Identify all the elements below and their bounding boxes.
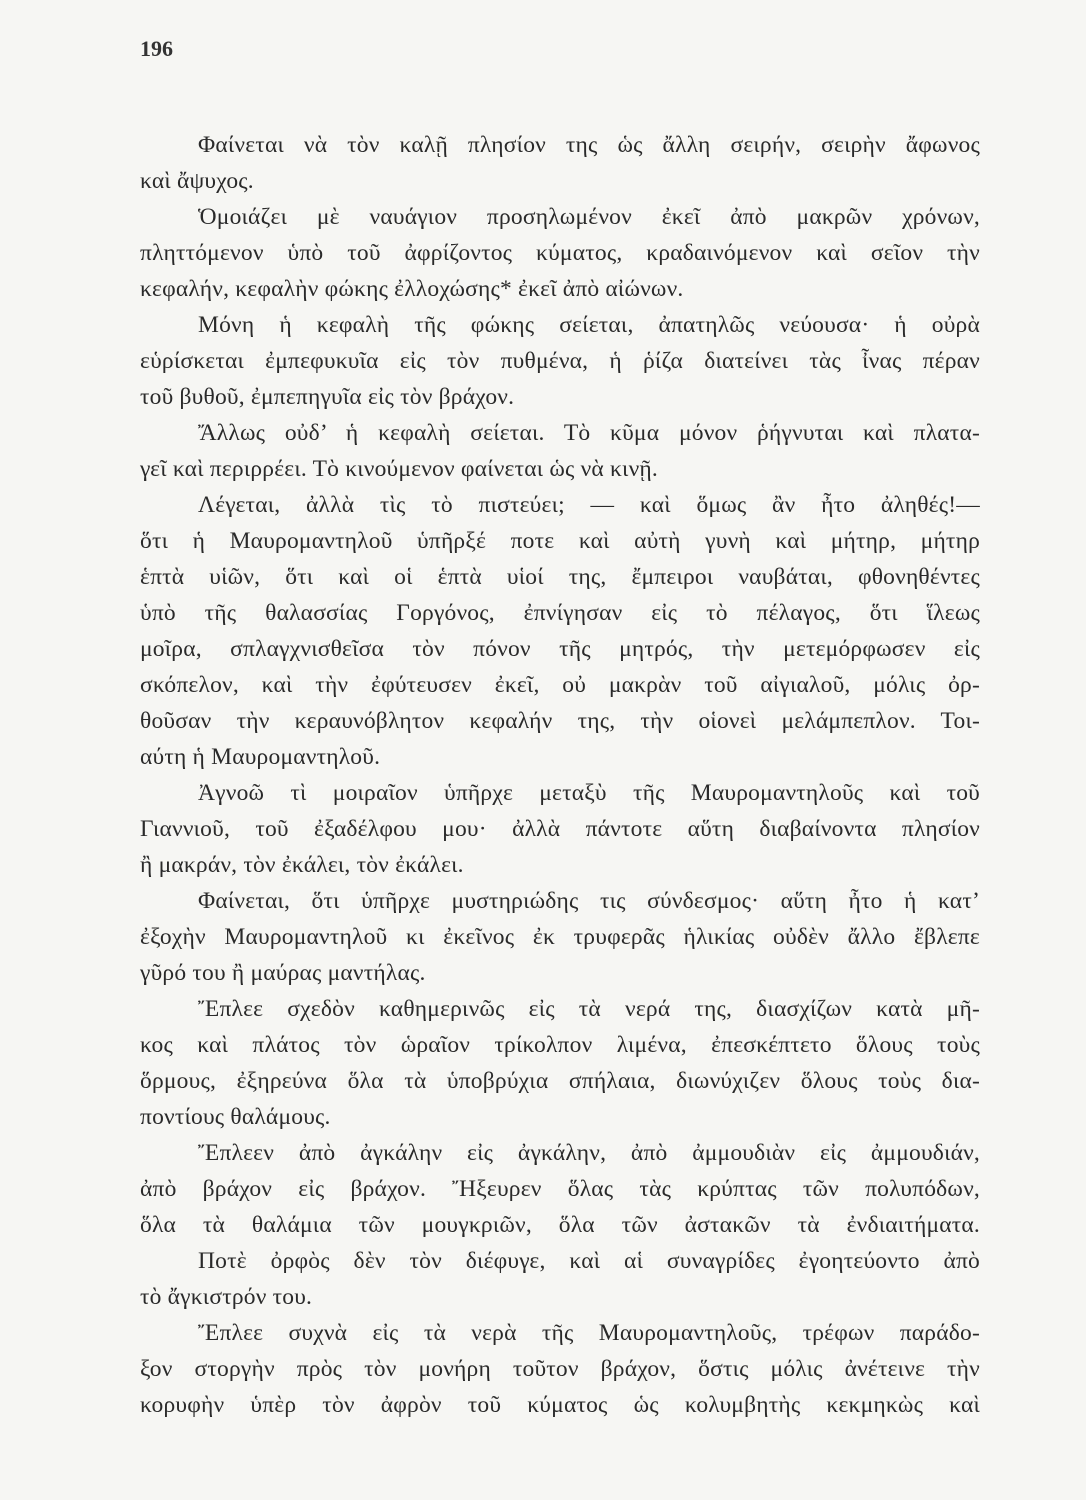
text-line: Ποτὲ ὀρφὸς δὲν τὸν διέφυγε, καὶ αἱ συναγρίδες ἐγοητεύοντο ἀπὸ (198, 1248, 980, 1274)
page-number: 196 (140, 36, 173, 61)
body-text (140, 127, 980, 1423)
text-line: Λέγεται, ἀλλὰ τὶς τὸ πιστεύει; — καὶ ὅμως ἂν ἦτο ἀληθές!— (198, 492, 980, 518)
text-line: μοῖρα, σπλαγχνισθεῖσα τὸν πόνον τῆς μητρός, τὴν μετεμόρφωσεν εἰς (140, 636, 980, 662)
text-line: ἐξοχὴν Μαυρομαντηλοῦ κι ἐκεῖνος ἐκ τρυφερᾶς ἡλικίας οὐδὲν ἄλλο ἔβλεπε (140, 924, 980, 950)
text-line: ὅλα τὰ θαλάμια τῶν μουγκριῶν, ὅλα τῶν ἀστακῶν τὰ ἐνδιαιτήματα. (140, 1212, 980, 1238)
text-line: ἀπὸ βράχον εἰς βράχον. Ἤξευρεν ὅλας τὰς κρύπτας τῶν πολυπόδων, (140, 1176, 980, 1202)
text-line: καὶ ἄψυχος. (140, 168, 254, 194)
text-line: ὅτι ἡ Μαυρομαντηλοῦ ὑπῆρξέ ποτε καὶ αὐτὴ γυνὴ καὶ μήτηρ, μήτηρ (140, 528, 980, 554)
text-line: ἑπτὰ υἱῶν, ὅτι καὶ οἱ ἑπτὰ υἱοί της, ἔμπειροι ναυβάται, φθονηθέντες (140, 564, 980, 590)
text-line: ὑπὸ τῆς θαλασσίας Γοργόνος, ἐπνίγησαν εἰς τὸ πέλαγος, ὅτι ἵλεως (140, 600, 980, 626)
text-line: Μόνη ἡ κεφαλὴ τῆς φώκης σείεται, ἀπατηλῶς νεύουσα· ἡ οὐρὰ (198, 312, 980, 338)
text-line: Ἄλλως οὐδ’ ἡ κεφαλὴ σείεται. Τὸ κῦμα μόνον ῥήγνυται καὶ πλατα- (198, 420, 980, 446)
text-line: Φαίνεται νὰ τὸν καλῇ πλησίον της ὡς ἄλλη σειρήν, σειρὴν ἄφωνος (198, 132, 980, 158)
text-line: κορυφὴν ὑπὲρ τὸν ἀφρὸν τοῦ κύματος ὡς κολυμβητὴς κεκμηκὼς καὶ (140, 1392, 980, 1418)
text-line: κεφαλήν, κεφαλὴν φώκης ἐλλοχώσης* ἐκεῖ ἀπὸ αἰώνων. (140, 276, 684, 302)
text-line: τοῦ βυθοῦ, ἐμπεπηγυῖα εἰς τὸν βράχον. (140, 384, 515, 410)
text-line: Ὁμοιάζει μὲ ναυάγιον προσηλωμένον ἐκεῖ ἀπὸ μακρῶν χρόνων, (198, 204, 980, 230)
text-line: θοῦσαν τὴν κεραυνόβλητον κεφαλήν της, τὴν οἱονεὶ μελάμπεπλον. Τοι- (140, 708, 980, 734)
text-line: εὑρίσκεται ἐμπεφυκυῖα εἰς τὸν πυθμένα, ἡ ῥίζα διατείνει τὰς ἶνας πέραν (140, 348, 980, 374)
text-line: γῦρό του ἢ μαύρας μαντήλας. (140, 960, 426, 986)
text-line: σκόπελον, καὶ τὴν ἐφύτευσεν ἐκεῖ, οὐ μακρὰν τοῦ αἰγιαλοῦ, μόλις ὀρ- (140, 672, 980, 698)
text-line: τὸ ἄγκιστρόν του. (140, 1284, 313, 1310)
text-line: γεῖ καὶ περιρρέει. Τὸ κινούμενον φαίνεται ὡς νὰ κινῇ. (140, 456, 658, 482)
text-line: ξον στοργὴν πρὸς τὸν μονήρη τοῦτον βράχον, ὅστις μόλις ἀνέτεινε τὴν (140, 1356, 980, 1382)
text-line: ὅρμους, ἐξηρεύνα ὅλα τὰ ὑποβρύχια σπήλαια, διωνύχιζεν ὅλους τοὺς δια- (140, 1068, 980, 1094)
text-line: Φαίνεται, ὅτι ὑπῆρχε μυστηριώδης τις σύνδεσμος· αὕτη ἦτο ἡ κατ’ (198, 888, 980, 914)
text-line: αύτη ἡ Μαυρομαντηλοῦ. (140, 744, 381, 770)
text-line: κος καὶ πλάτος τὸν ὡραῖον τρίκολπον λιμένα, ἐπεσκέπτετο ὅλους τοὺς (140, 1032, 980, 1058)
text-line: Ἔπλεεν ἀπὸ ἀγκάλην εἰς ἀγκάλην, ἀπὸ ἀμμουδιὰν εἰς ἀμμουδιάν, (198, 1140, 980, 1166)
text-line: πληττόμενον ὑπὸ τοῦ ἀφρίζοντος κύματος, κραδαινόμενον καὶ σεῖον τὴν (140, 240, 980, 266)
text-line: Γιαννιοῦ, τοῦ ἐξαδέλφου μου· ἀλλὰ πάντοτε αὕτη διαβαίνοντα πλησίον (140, 816, 980, 842)
text-line: ποντίους θαλάμους. (140, 1104, 331, 1130)
text-line: Ἔπλεε σχεδὸν καθημερινῶς εἰς τὰ νερά της, διασχίζων κατὰ μῆ- (198, 996, 980, 1022)
text-line: ἢ μακράν, τὸν ἐκάλει, τὸν ἐκάλει. (140, 852, 464, 878)
text-line: Ἀγνοῶ τὶ μοιραῖον ὑπῆρχε μεταξὺ τῆς Μαυρομαντηλοῦς καὶ τοῦ (198, 780, 980, 806)
text-line: Ἔπλεε συχνὰ εἰς τὰ νερὰ τῆς Μαυρομαντηλοῦς, τρέφων παράδο- (198, 1320, 980, 1346)
